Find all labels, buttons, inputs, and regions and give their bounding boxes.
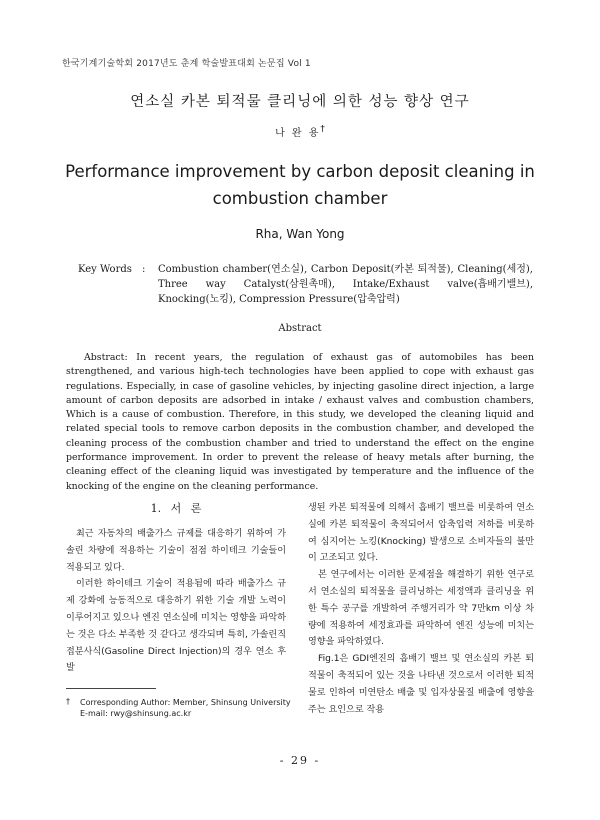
body-paragraph: 최근 자동차의 배출가스 규제를 대응하기 위하여 가솔린 차량에 적용하는 기술이 점점 하이테크 기술들이 적용되고 있다. [66, 529, 286, 573]
footnote-affiliation: Corresponding Author: Member, Shinsung University [80, 698, 291, 707]
page-number: - 29 - [279, 754, 321, 767]
title-english: Performance improvement by carbon deposit cleaning in combustion chamber [65, 162, 535, 208]
author-korean [0, 124, 600, 139]
abstract-heading: Abstract [278, 323, 322, 334]
body-paragraph: 본 연구에서는 이러한 문제점을 해결하기 위한 연구로서 연소실의 퇴적물을 클리닝하는 세정액과 클리닝을 위한 특수 공구를 개발하여 주행거리가 약 7만km 이상 차량에 적용하여 세정효과를 파악하여 엔진 성능에 미치는 영향을 파악하였다. [308, 570, 534, 648]
keywords-colon: : [142, 264, 146, 275]
author-korean-name: 나 완 용 [275, 128, 321, 139]
body-paragraph: 이러한 하이테크 기술이 적용됨에 따라 배출가스 규제 강화에 능동적으로 대응하기 위한 기술 개발 노력이 이루어지고 있으나 엔진 연소실에 미치는 영향을 파악하는 것은 다소 부족한 것 같다고 생각되며 특히, 가솔린직접분사식(Gasoline Direct Injection)의 경우 연소 후 발 [66, 579, 286, 674]
keywords-block [78, 262, 533, 307]
body-paragraph: Fig.1은 GDI엔진의 흡배기 밸브 및 연소실의 카본 퇴적물이 축적되어 있는 것을 나타낸 것으로서 이러한 퇴적물로 인하여 미연탄소 배출 및 입자상물질 배출에 영향을 주는 요인으로 작용 [308, 654, 534, 715]
footnote [66, 697, 296, 719]
running-head: 한국기계기술학회 2017년도 춘계 학술발표대회 논문집 Vol 1 [62, 59, 311, 69]
body-paragraph: 생된 카본 퇴적물에 의해서 흡배기 밸브를 비롯하여 연소실에 카본 퇴적물이 축적되어서 압축입력 저하를 비롯하여 심지어는 노킹(Knocking) 발생으로 소비자들의 불만이 고조되고 있다. [308, 503, 534, 564]
right-column [308, 500, 534, 718]
author-english: Rha, Wan Yong [255, 227, 345, 241]
abstract-text: Abstract: In recent years, the regulation of exhaust gas of automobiles has been strengthened, and various high-tech technologies have been applied to cope with exhaust gas regulations. Especially, in case of gasoline vehicles, by injecting gasoline direct injection, a large amount of carbon deposits are adsorbed in intake / exhaust valves and combustion chambers, Which is a cause of combustion. Therefore, in this study, we developed the cleaning liquid and related special tools to remove carbon deposits in the combustion chamber, and developed the cleaning process of the combustion chamber and tried to understand the effect on the engine performance improvement. In order to prevent the release of heavy metals after burning, the cleaning effect of the cleaning liquid was investigated by temperature and the influence of the knocking of the engine on the cleaning performance. [66, 352, 534, 492]
footnote-email: E-mail: rwy@shinsung.ac.kr [80, 709, 192, 718]
left-column [66, 500, 286, 677]
section-heading-introduction: 1. 서 론 [150, 502, 202, 515]
keywords-label: Key Words [78, 264, 132, 275]
keywords-text: Combustion chamber(연소실), Carbon Deposit(카본 퇴적물), Cleaning(세정), Three way Catalyst(삼원촉매), Intake/Exhaust valve(흡배기밸브), Knocking(노킹), Compression Pressure(압축압력) [158, 264, 533, 305]
footnote-mark: † [66, 697, 70, 706]
footnote-divider [66, 688, 156, 689]
title-korean: 연소실 카본 퇴적물 클리닝에 의한 성능 향상 연구 [130, 94, 470, 110]
author-mark: † [320, 124, 325, 135]
